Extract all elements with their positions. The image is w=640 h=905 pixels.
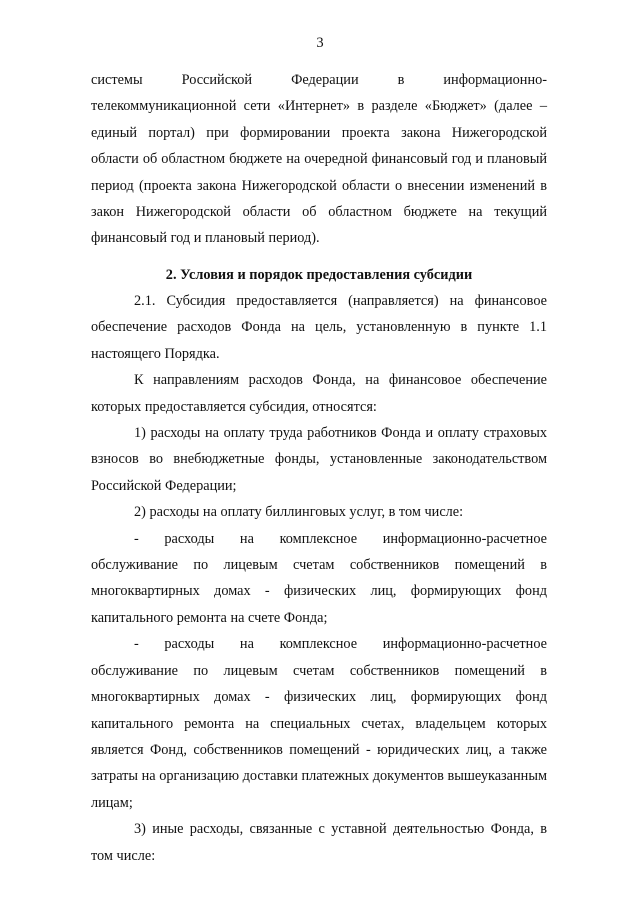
list-subitem-2a: - расходы на комплексное информационно-расчетное обслуживание по лицевым счетам собственников помещений в многоквартирных домах - физических лиц, формирующих фонд капитального ремонта на счете Фонда; [91,530,547,626]
paragraph-expense-directions: К направлениям расходов Фонда, на финансовое обеспечение которых предоставляется субсидия, относятся: [91,372,547,415]
list-item-2: 2) расходы на оплату биллинговых услуг, в том числе: [134,504,464,521]
intro-text-block [91,67,547,252]
page-number: 3 [316,35,324,51]
list-item-1: 1) расходы на оплату труда работников Фонда и оплату страховых взносов во внебюджетные фонды, установленные законодательством Российской Федерации; [91,425,547,494]
section-body [91,288,547,869]
paragraph-2-1: 2.1. Субсидия предоставляется (направляется) на финансовое обеспечение расходов Фонда на цель, установленную в пункте 1.1 настоящего Порядка. [91,293,547,362]
list-subitem-2b: - расходы на комплексное информационно-расчетное обслуживание по лицевым счетам собственников помещений в многоквартирных домах - физических лиц, формирующих фонд капитального ремонта на специальных счетах, владельцем которых является Фонд, собственников помещений - юридических лиц, а также затраты на организацию доставки платежных документов вышеуказанным лицам; [91,636,547,811]
intro-paragraph: системы Российской Федерации в информационно-телекоммуникационной сети «Интернет» в разделе «Бюджет» (далее – единый портал) при формировании проекта закона Нижегородской области об областном бюджете на очередной финансовый год и плановый период (проекта закона Нижегородской области о внесении изменений в закон Нижегородской области об областном бюджете на текущий финансовый год и плановый период). [91,72,547,247]
section-heading: 2. Условия и порядок предоставления субсидии [165,267,473,283]
list-item-3: 3) иные расходы, связанные с уставной деятельностью Фонда, в том числе: [91,821,547,864]
